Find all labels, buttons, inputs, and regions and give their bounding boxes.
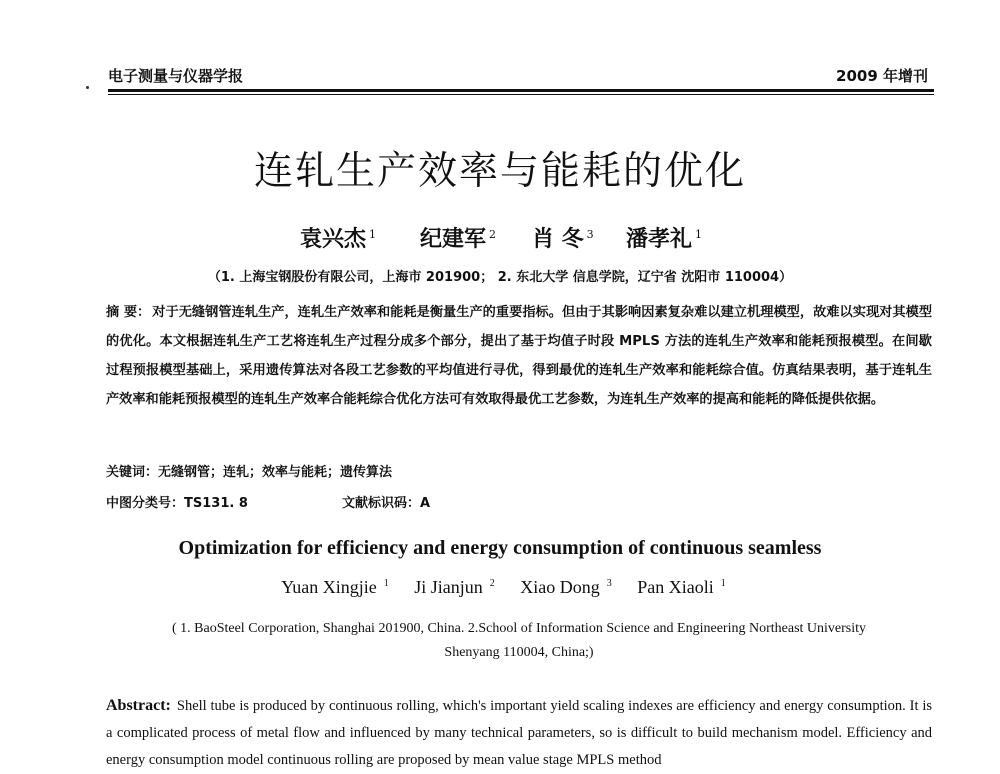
en-affil-line-2: Shenyang 110004, China;) bbox=[444, 645, 594, 660]
en-author-4 bbox=[630, 577, 726, 597]
clc-value: TS131. 8 bbox=[184, 496, 248, 511]
en-affil-line-1: ( 1. BaoSteel Corporation, Shanghai 201900, China. 2.School of Information Science and Engineering Northeast University bbox=[171, 621, 867, 636]
author-3-name: 肖 冬 bbox=[532, 226, 584, 252]
chinese-affiliation: （1. 上海宝钢股份有限公司，上海市 201900； 2. 东北大学 信息学院，辽宁省 沈阳市 110004） bbox=[207, 270, 793, 285]
en-author-2-name: Ji Jianjun bbox=[414, 577, 483, 597]
author-1-sup: 1 bbox=[369, 227, 377, 241]
document-code bbox=[342, 492, 430, 511]
author-2-sup: 2 bbox=[489, 227, 497, 241]
en-author-4-sup: 1 bbox=[720, 578, 726, 589]
english-abstract bbox=[106, 692, 932, 774]
author-3 bbox=[532, 222, 594, 253]
en-abstract-text: Shell tube is produced by continuous rolling, which's important yield scaling indexes are efficiency and energy consumption. It is a complicated process of metal flow and influenced by many technical parameters, so is difficult to build mechanism model. Efficiency and energy consumption model continuous rolling are proposed by mean value stage MPLS method bbox=[106, 698, 932, 768]
doc-value: A bbox=[420, 496, 431, 511]
doc-label: 文献标识码： bbox=[342, 496, 421, 511]
chinese-abstract bbox=[106, 298, 932, 414]
chinese-title: 连轧生产效率与能耗的优化 bbox=[253, 149, 746, 194]
en-author-4-name: Pan Xiaoli bbox=[637, 577, 714, 597]
abstract-label: 摘 要： bbox=[106, 305, 151, 320]
en-author-1-sup: 1 bbox=[383, 578, 389, 589]
en-author-2-sup: 2 bbox=[489, 578, 495, 589]
en-author-3 bbox=[513, 577, 612, 597]
clc-label: 中图分类号： bbox=[106, 496, 185, 511]
english-affiliation bbox=[108, 617, 930, 665]
chinese-authors bbox=[300, 222, 720, 252]
author-1 bbox=[300, 222, 376, 253]
author-4 bbox=[626, 222, 702, 253]
en-author-3-sup: 3 bbox=[606, 578, 612, 589]
keywords-label: 关键词： bbox=[106, 465, 159, 480]
running-header bbox=[108, 65, 928, 87]
keywords-text: 无缝钢管；连轧；效率与能耗；遗传算法 bbox=[158, 465, 393, 480]
header-rule-thick bbox=[108, 89, 934, 92]
en-author-3-name: Xiao Dong bbox=[520, 577, 600, 597]
english-authors bbox=[0, 577, 1000, 598]
issue-label: 2009 年增刊 bbox=[836, 67, 928, 85]
margin-mark bbox=[86, 86, 89, 89]
english-title: Optimization for efficiency and energy consumption of continuous seamless bbox=[178, 537, 822, 559]
en-abstract-label: Abstract: bbox=[106, 697, 171, 714]
author-4-sup: 1 bbox=[695, 227, 703, 241]
author-2 bbox=[420, 222, 496, 253]
journal-name: 电子测量与仪器学报 bbox=[108, 67, 244, 85]
author-2-name: 纪建军 bbox=[420, 226, 487, 252]
keywords bbox=[106, 461, 392, 480]
author-1-name: 袁兴杰 bbox=[300, 226, 367, 252]
author-4-name: 潘孝礼 bbox=[626, 226, 693, 252]
en-author-2 bbox=[407, 577, 495, 597]
author-3-sup: 3 bbox=[586, 227, 594, 241]
classification bbox=[106, 492, 606, 511]
abstract-text: 对于无缝钢管连轧生产，连轧生产效率和能耗是衡量生产的重要指标。但由于其影响因素复杂难以建立机理模型，故难以实现对其模型的优化。本文根据连轧生产工艺将连轧生产过程分成多个部分，提出了基于均值子时段 MPLS 方法的连轧生产效率和能耗预报模型。在间歇过程预报模型基础上，采用遗传算法对各段工艺参数的平均值进行寻优，得到最优的连轧生产效率和能耗综合值。仿真结果表明，基于连轧生产效率和能耗预报模型的连轧生产效率合能耗综合优化方法可有效取得最优工艺参数，为连轧生产效率的提高和能耗的降低提供依据。 bbox=[106, 305, 933, 407]
en-author-1-name: Yuan Xingjie bbox=[281, 577, 377, 597]
en-author-1 bbox=[274, 577, 388, 597]
header-rule-thin bbox=[108, 94, 934, 95]
